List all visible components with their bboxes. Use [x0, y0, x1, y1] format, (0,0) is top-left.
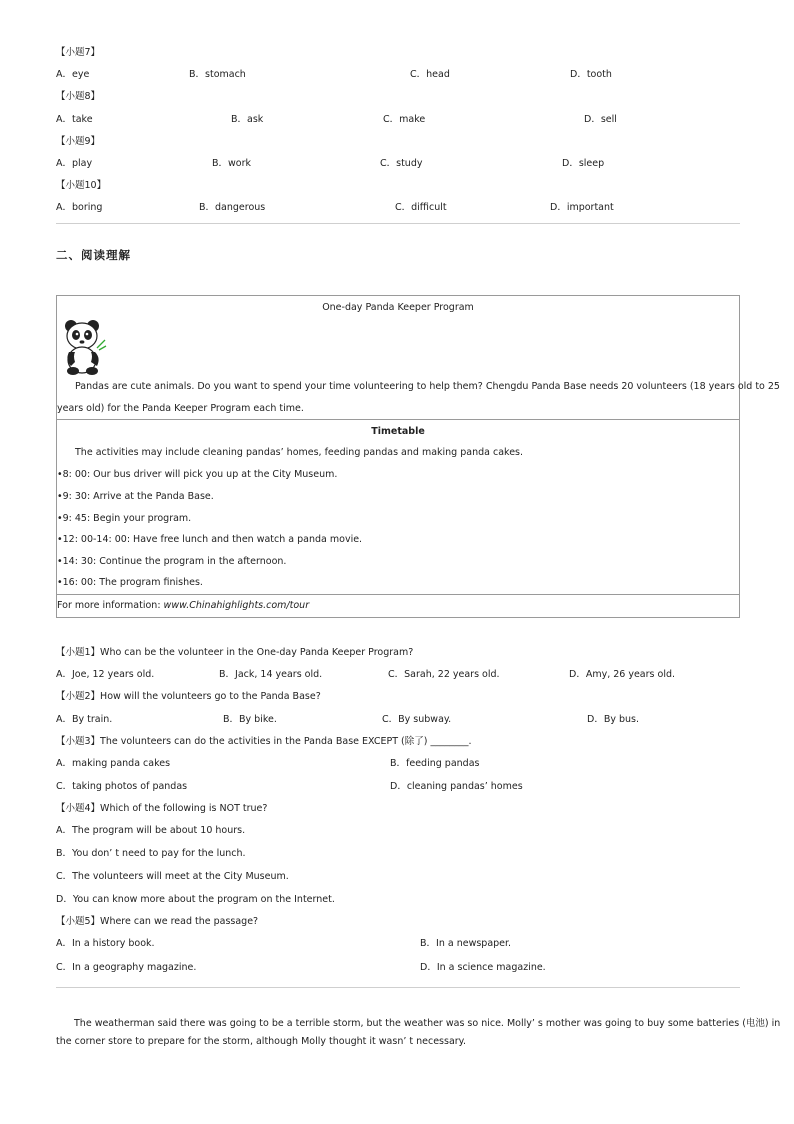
- program-title: One-day Panda Keeper Program: [322, 302, 474, 313]
- option-b: B．stomach: [189, 69, 246, 80]
- more-info-label: For more information:: [57, 600, 164, 611]
- option-c: C．study: [380, 158, 423, 169]
- option-c: C．By subway.: [382, 714, 452, 725]
- option-a: A．By train.: [56, 714, 113, 725]
- option-d: D．important: [550, 202, 614, 213]
- option-a: A．take: [56, 114, 93, 125]
- option-c: C．head: [410, 69, 450, 80]
- option-b: B．By bike.: [223, 714, 277, 725]
- option-d: D．Amy, 26 years old.: [569, 669, 676, 680]
- option-d: D．sleep: [562, 158, 605, 169]
- passage-line-2: the corner store to prepare for the storm, although Molly thought it wasn’ t necessary.: [56, 1036, 466, 1047]
- option-b: B．work: [212, 158, 252, 169]
- option-d: D．You can know more about the program on the Internet.: [56, 894, 335, 905]
- intro-line-1: Pandas are cute animals. Do you want to spend your time volunteering to help them? Chengdu Panda Base needs 20 volunteers (18 years old to 25: [75, 381, 780, 392]
- more-info: [57, 600, 309, 611]
- schedule-item: •8: 00: Our bus driver will pick you up at the City Museum.: [57, 469, 338, 480]
- more-info-link[interactable]: www.Chinahighlights.com/tour: [163, 600, 310, 611]
- timetable-title: Timetable: [371, 426, 425, 437]
- option-c: C．In a geography magazine.: [56, 962, 197, 973]
- option-c: C．Sarah, 22 years old.: [388, 669, 500, 680]
- section-title: 二、阅读理解: [56, 248, 131, 262]
- option-b: B．You don’ t need to pay for the lunch.: [56, 848, 246, 859]
- option-a: A．making panda cakes: [56, 758, 171, 769]
- question-label: 【小题7】: [56, 47, 101, 58]
- question-stem: 【小题5】Where can we read the passage?: [56, 916, 259, 927]
- option-a: A．play: [56, 158, 93, 169]
- question-label: 【小题8】: [56, 91, 101, 102]
- activities-text: The activities may include cleaning pandas’ homes, feeding pandas and making panda cakes.: [75, 447, 524, 458]
- option-d: D．In a science magazine.: [420, 962, 546, 973]
- option-b: B．Jack, 14 years old.: [219, 669, 323, 680]
- schedule-item: •9: 30: Arrive at the Panda Base.: [57, 491, 214, 502]
- option-d: D．tooth: [570, 69, 612, 80]
- question-stem: 【小题1】Who can be the volunteer in the One-day Panda Keeper Program?: [56, 647, 414, 658]
- option-b: B．dangerous: [199, 202, 266, 213]
- passage-line-1: The weatherman said there was going to be a terrible storm, but the weather was so nice. Molly’ s mother was going to buy some batteries (电池) in: [74, 1018, 781, 1029]
- option-d: D．cleaning pandas’ homes: [390, 781, 523, 792]
- divider: [56, 987, 740, 988]
- box-divider: [57, 419, 739, 420]
- program-box: [56, 295, 780, 618]
- question-label: 【小题9】: [56, 136, 101, 147]
- option-b: B．feeding pandas: [390, 758, 480, 769]
- option-c: C．difficult: [395, 202, 447, 213]
- option-a: A．The program will be about 10 hours.: [56, 825, 246, 836]
- option-d: D．By bus.: [587, 714, 639, 725]
- option-c: C．taking photos of pandas: [56, 781, 188, 792]
- schedule-item: •9: 45: Begin your program.: [57, 513, 192, 524]
- option-b: B．In a newspaper.: [420, 938, 512, 949]
- intro-line-2: years old) for the Panda Keeper Program each time.: [57, 403, 304, 414]
- option-b: B．ask: [231, 114, 264, 125]
- option-d: D．sell: [584, 114, 617, 125]
- option-a: A．In a history book.: [56, 938, 155, 949]
- question-stem: 【小题3】The volunteers can do the activities in the Panda Base EXCEPT (除了) ________.: [56, 736, 472, 747]
- schedule-item: •14: 30: Continue the program in the afternoon.: [57, 556, 287, 567]
- box-divider: [57, 594, 739, 595]
- option-c: C．The volunteers will meet at the City Museum.: [56, 871, 289, 882]
- schedule-item: •16: 00: The program finishes.: [57, 577, 203, 588]
- schedule-item: •12: 00-14: 00: Have free lunch and then watch a panda movie.: [57, 534, 363, 545]
- panda-icon: [61, 318, 107, 376]
- option-c: C．make: [383, 114, 426, 125]
- option-a: A．eye: [56, 69, 90, 80]
- question-stem: 【小题4】Which of the following is NOT true?: [56, 803, 268, 814]
- option-a: A．boring: [56, 202, 103, 213]
- option-a: A．Joe, 12 years old.: [56, 669, 155, 680]
- question-label: 【小题10】: [56, 180, 107, 191]
- divider: [56, 223, 740, 224]
- question-stem: 【小题2】How will the volunteers go to the Panda Base?: [56, 691, 321, 702]
